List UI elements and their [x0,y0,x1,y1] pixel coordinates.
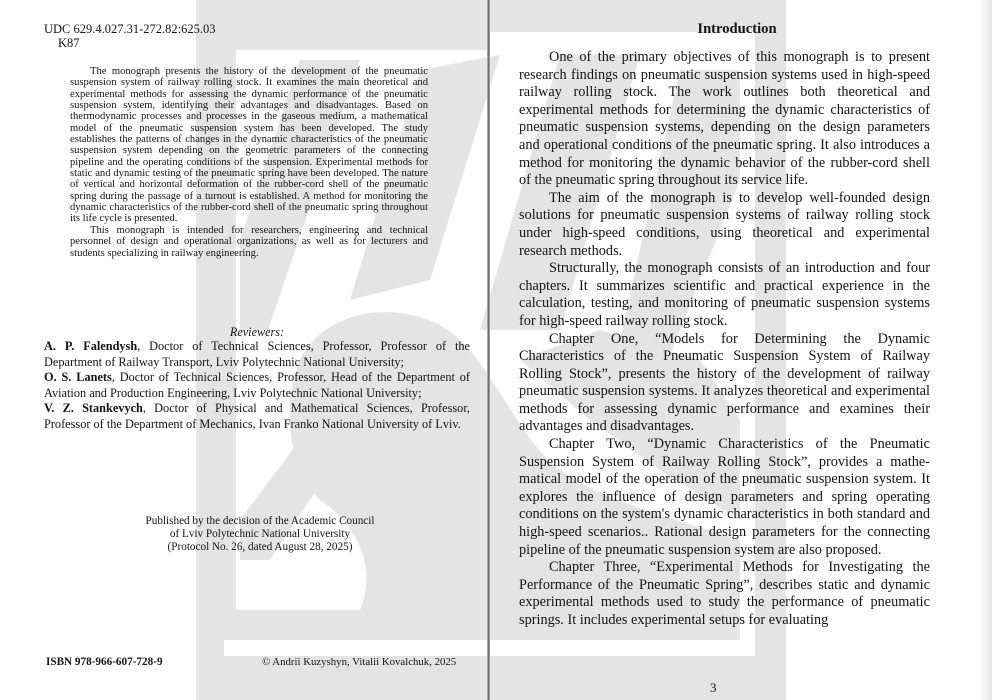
page-number: 3 [710,680,717,695]
page-edge-shadow [978,0,992,700]
udc-classification [44,22,216,50]
reviewer-details: , Doctor of Technical Sciences, Professor, Professor of the Department of Railway Transport, Lviv Polytechnic National University; [44,339,471,369]
udc-code: UDC 629.4.027.31-272.82:625.03 [44,22,216,36]
introduction-body [519,49,930,630]
publication-line: Published by the decision of the Academic Council [145,515,375,527]
chapter-heading [490,20,992,38]
body-paragraph: Chapter One, “Models for Determining the Dynamic Characteristics of the Pneumatic Suspension System of Railway Rolling Stock”, presents the history of the development of railway pneumatic suspension systems. It analyzes theoretical and experimental methods for assessing dynamic performance and examines their advantages and disadvantages. [519,330,930,435]
reviewer-entry [44,339,470,370]
reviewer-name: V. Z. Stankevych [44,401,143,416]
body-paragraph: Chapter Three, “Experimental Methods for Investigating the Performance of the Pneumatic Spring”, describes static and dynamic experimental methods used to study the performance of pneumatic springs. It includes experimental setups for evaluating [519,559,930,628]
abstract-paragraph: The monograph presents the history of the development of the pneumatic suspension system of railway rolling stock. It examines the main theoretical and experimental methods for assessing the dynamic performance of the pneumatic suspension system, identifying their advantages and disadvantages. Based on thermodynamic processes and processes in the gaseous medium, a mathematical model of the pneumatic suspension system has been developed. The study establishes the patterns of changes in the dynamic characteristics of the pneumatic suspension system depending on the geometric parameters of the connecting pipeline and the operating conditions of the suspension. Experimental methods for static and dynamic testing of the pneumatic spring have been developed. The nature of vertical and horizontal deformation of the rubber-cord shell of the pneumatic spring during the passage of a turnout is established. A method for monitoring the dynamic characteristics of the rubber-cord shell of the pneumatic spring throughout its life cycle is presented. [70,66,428,225]
reviewer-details: , Doctor of Technical Sciences, Professor, Head of the Department of Aviation and Production Engineering, Lviv Polytechnic National University; [44,370,470,400]
reviewer-entry [44,401,470,432]
introduction-title: Introduction [697,21,777,37]
abstract-paragraph: This monograph is intended for researchers, engineering and technical personnel of design and operational organizations, as well as for lecturers and students specializing in railway engineering. [70,224,428,259]
body-paragraph: Chapter Two, “Dynamic Characteristics of the Pneumatic Suspension System of Railway Rolling Stock”, provides a mathematical model of the operation of the pneumatic suspension system. It explores the influence of design parameters and spring operating conditions on the system's dynamic characteristics in both standard and high-speed scenarios.. Rational design parameters for the connecting pipeline of the pneumatic suspension system are also proposed. [519,436,930,558]
body-paragraph: One of the primary objectives of this monograph is to present research findings on pneumatic suspension systems used in high-speed railway rolling stock. The work outlines both theoretical and experimental methods for determining the dynamic characteristics of pneumatic suspension systems, depending on the design parameters and operational conditions of the pneumatic spring. It also introduces a method for monitoring the dynamic behavior of the rubber-cord shell of the pneumatic spring throughout its service life. [519,49,930,189]
body-paragraph: The aim of the monograph is to develop well-founded design solutions for pneumatic suspension systems of railway rolling stock under high-speed conditions, using theoretical and experimental research methods. [519,189,930,259]
copyright-notice: © Andrii Kuzyshyn, Vitalii Kovalchuk, 2025 [262,656,457,668]
reviewer-name: A. P. Falendysh [44,339,138,353]
right-page-introduction [490,0,992,700]
isbn: ISBN 978-966-607-728-9 [46,656,163,668]
publication-line: (Protocol No. 26, dated August 28, 2025) [167,541,353,554]
abstract [70,66,428,259]
publication-line: of Lviv Polytechnic National University [169,528,351,541]
body-paragraph: Structurally, the monograph consists of an introduction and four chapters. It summarizes scientific and practical experience in the calculation, testing, and monitoring of pneumatic suspension systems for high-speed railway rolling stock. [519,260,930,329]
reviewer-entry [44,370,470,401]
reviewer-details: , Doctor of Physical and Mathematical Sciences, Professor, Professor of the Department of Mechanics, Ivan Franko National University of Lviv. [44,401,471,431]
reviewers-list [44,339,470,433]
book-fold-divider [487,0,490,700]
reviewer-name: O. S. Lanets [44,370,112,385]
reviewers-heading: Reviewers: [229,325,285,339]
library-code: K87 [58,36,80,50]
left-page-copyright [0,0,488,700]
publication-approval [80,515,440,555]
